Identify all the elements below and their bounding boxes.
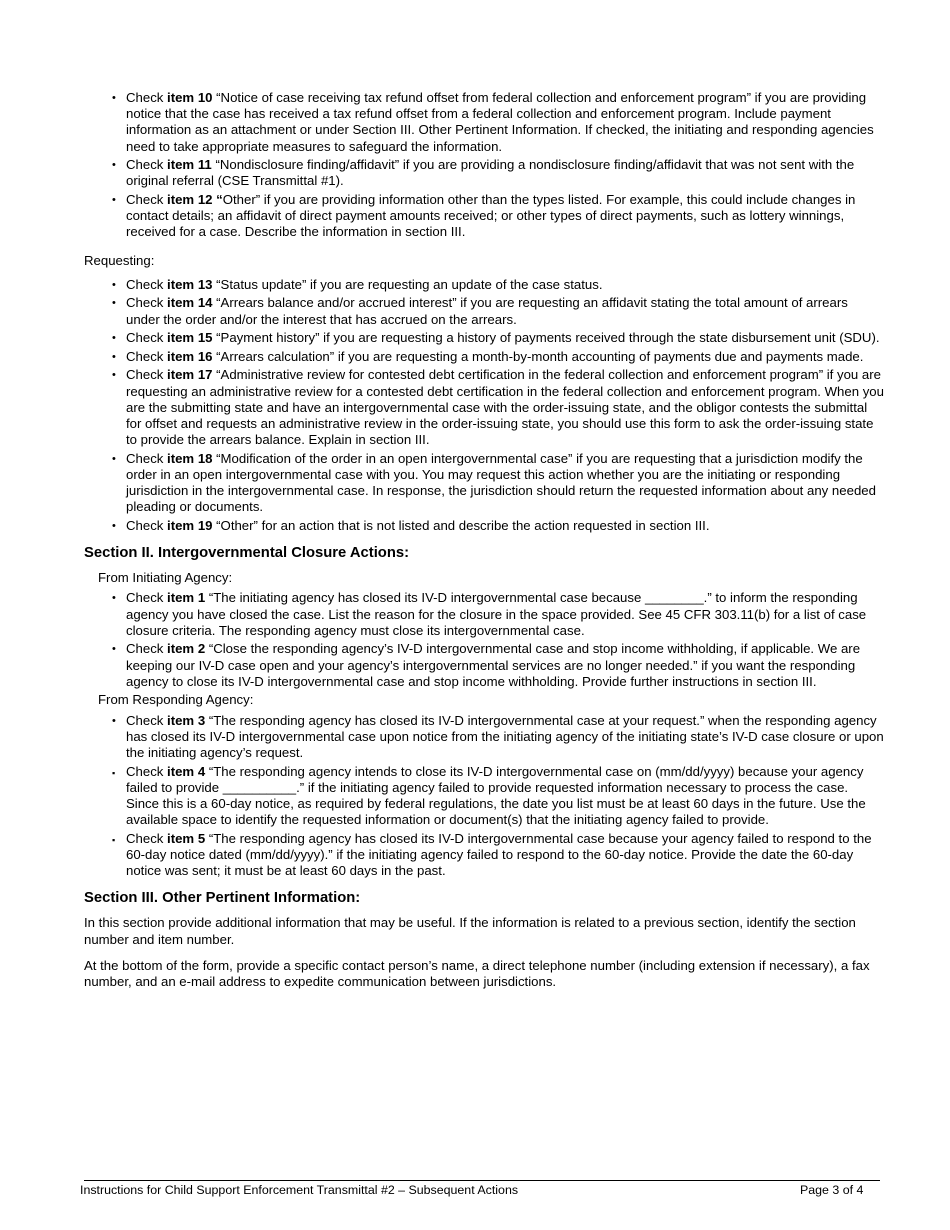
list-item: ▪ Check item 4 “The responding agency intends to close its IV-D intergovernmental case on (mm/dd/yyyy) because your agency failed to provide __________.” if the initiating agency failed to provide requested information necessary to process the case. Since this is a 60-day notice, as required by federal regulations, the date you list must be at least 60 days in the future. Use the available space to identify the requested information or document(s) that the initiating agency failed to provide. xyxy=(112,763,866,828)
list-item: • Check item 12 “Other” if you are providing information other than the types listed. For example, this could include changes in contact details; an affidavit of direct payment amounts received; or other types of direct payments, such as lottery winnings, received for a case. Describe the information in section III. xyxy=(112,192,856,240)
item-number: item 2 xyxy=(167,641,206,657)
footer-divider xyxy=(84,1180,880,1181)
list-item: • Check item 2 “Close the responding agency’s IV-D intergovernmental case and stop income withholding, if applicable. We are keeping our IV-D case open and your agency’s intergovernmental services are no longer needed.” if you want the responding agency to close its IV-D intergovernmental case and stop income withholding. Provide further instructions in section III. xyxy=(112,641,861,689)
item-number: item 12 “ xyxy=(167,192,223,207)
section-3-heading: Section III. Other Pertinent Information: xyxy=(84,890,361,907)
item-number: item 1 xyxy=(167,590,206,606)
bullet-icon: • xyxy=(112,297,116,310)
item-number: item 15 xyxy=(167,330,213,346)
initiating-agency-label: From Initiating Agency: xyxy=(98,570,233,586)
list-item: • Check item 11 “Nondisclosure finding/affidavit” if you are providing a nondisclosure finding/affidavit that was not sent with the original referral (CSE Transmittal #1). xyxy=(112,157,855,189)
list-item: • Check item 19 “Other” for an action that is not listed and describe the action requested in section III. xyxy=(112,518,710,533)
list-item: • Check item 10 “Notice of case receiving tax refund offset from federal collection and enforcement program” if you are providing notice that the case has received a tax refund offset from a federal collection and enforcement program. Include payment information as an attachment or under Section III. Other Pertinent Information. If checked, the initiating and responding agencies need to take appropriate measures to safeguard the information. xyxy=(112,90,874,154)
section-3-paragraph: In this section provide additional information that may be useful. If the information is related to a previous section, identify the section number and item number. xyxy=(84,915,856,947)
initiating-list xyxy=(84,590,884,690)
bullet-icon: • xyxy=(112,520,116,532)
list-item: • Check item 18 “Modification of the order in an open intergovernmental case” if you are requesting that a jurisdiction modify the order in an open intergovernmental case with you. You may request this action whether you are the initiating or responding jurisdiction in the intergovernmental case. In response, the jurisdiction should return the requested information about any needed pleading or documents. xyxy=(112,450,876,515)
bullet-icon: • xyxy=(112,643,116,656)
bullet-icon: • xyxy=(112,714,116,727)
document-page xyxy=(84,90,884,1000)
section-3-paragraph: At the bottom of the form, provide a specific contact person’s name, a direct telephone number (including extension if necessary), a fax number, and an e-mail address to expedite communication between jurisdictions. xyxy=(84,957,870,990)
item-number: item 11 xyxy=(167,157,212,173)
footer-title: Instructions for Child Support Enforcement Transmittal #2 – Subsequent Actions xyxy=(80,1183,519,1197)
requesting-list xyxy=(84,277,884,534)
item-number: item 13 xyxy=(167,276,213,292)
list-item: • Check item 3 “The responding agency has closed its IV-D intergovernmental case at your request.” when the responding agency has closed its IV-D intergovernmental case upon notice from the initiating agency of the initiating state’s IV-D case closure or upon the initiating agency’s request. xyxy=(112,712,884,761)
section-2-heading: Section II. Intergovernmental Closure Actions: xyxy=(84,545,410,562)
item-number: item 16 xyxy=(167,348,213,364)
item-number: item 3 xyxy=(167,712,206,728)
list-item: • Check item 14 “Arrears balance and/or accrued interest” if you are requesting an affidavit stating the total amount of arrears under the order and/or the interest that has accrued on the arrears. xyxy=(112,295,848,327)
list-item: • Check item 15 “Payment history” if you are requesting a history of payments received through the state disbursement unit (SDU). xyxy=(112,330,880,346)
responding-agency-label: From Responding Agency: xyxy=(98,692,254,708)
providing-list xyxy=(84,90,884,241)
requesting-label: Requesting: xyxy=(84,252,155,268)
responding-list xyxy=(84,713,884,880)
list-item: • Check item 13 “Status update” if you are requesting an update of the case status. xyxy=(112,276,603,292)
bullet-icon: • xyxy=(112,350,116,363)
item-number: item 14 xyxy=(167,295,213,311)
item-number: item 10 xyxy=(167,90,213,105)
item-number: item 17 xyxy=(167,367,213,383)
bullet-icon: • xyxy=(112,452,116,465)
list-item: • Check item 16 “Arrears calculation” if you are requesting a month-by-month accounting of payments due and payments made. xyxy=(112,348,864,364)
bullet-icon: • xyxy=(112,159,116,172)
bullet-icon: • xyxy=(112,592,116,605)
bullet-icon: • xyxy=(112,92,116,104)
list-item: ▪ Check item 5 “The responding agency has closed its IV-D intergovernmental case because your agency failed to respond to the 60-day notice dated (mm/dd/yyyy).” if the initiating agency failed to respond to the 60-day notice. Provide the date the 60-day notice was sent; it must be at least 60 days in the past. xyxy=(112,830,872,879)
bullet-icon: • xyxy=(112,369,116,382)
bullet-icon: • xyxy=(112,278,116,291)
square-bullet-icon: ▪ xyxy=(112,767,116,778)
bullet-icon: • xyxy=(112,194,116,206)
item-number: item 4 xyxy=(167,763,206,779)
item-number: item 18 xyxy=(167,450,213,466)
square-bullet-icon: ▪ xyxy=(112,834,116,845)
bullet-icon: • xyxy=(112,332,116,345)
list-item: • Check item 17 “Administrative review for contested debt certification in the federal collection and enforcement program” if you are requesting an administrative review for a contested debt certification in the federal collection and enforcement program. When you are the submitting state and have an intergovernmental case with the order-issuing state, and the obligor contests the submittal for offset and requests an administrative review in the order-issuing state, you should use this form to ask the order-issuing state to provide the arrears balance. Explain in section III. xyxy=(112,367,884,448)
item-number: item 5 xyxy=(167,830,206,846)
page-number: Page 3 of 4 xyxy=(800,1183,864,1197)
list-item: • Check item 1 “The initiating agency has closed its IV-D intergovernmental case because ________.” to inform the responding agency you have closed the case. List the reason for the closure in the space provided. See 45 CFR 303.11(b) for a list of case closure criteria. The responding agency must close its intergovernmental case. xyxy=(112,590,867,638)
item-number: item 19 xyxy=(167,518,213,533)
